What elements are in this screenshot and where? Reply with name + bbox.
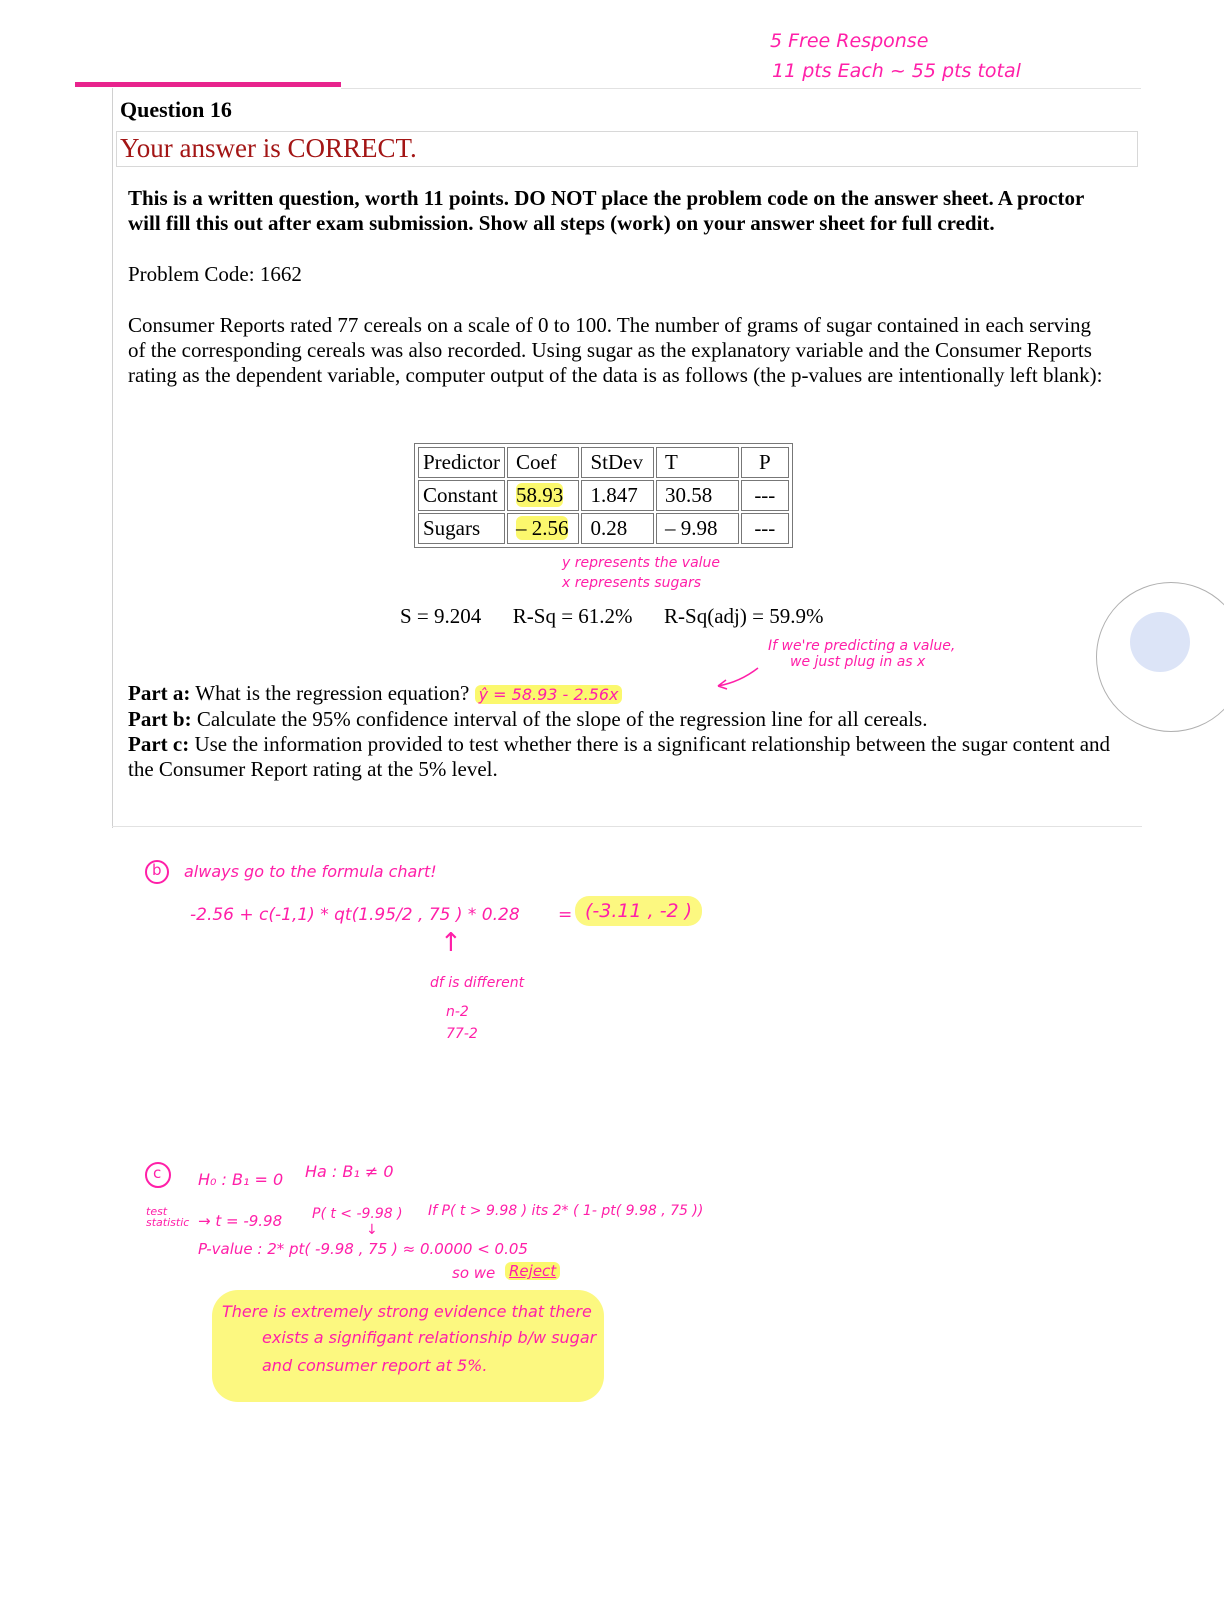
- table-header-cell: StDev: [581, 447, 654, 478]
- conclusion-line1: There is extremely strong evidence that there: [222, 1302, 592, 1321]
- result-status: Your answer is CORRECT.: [120, 133, 417, 163]
- p-expression: P( t < -9.98 ): [312, 1206, 403, 1222]
- table-cell: 0.28: [581, 513, 654, 544]
- problem-code: Problem Code: 1662: [128, 262, 302, 286]
- df-note: df is different: [430, 975, 525, 991]
- t-statistic: → t = -9.98: [198, 1212, 283, 1230]
- note-y: y represents the value: [562, 555, 721, 571]
- null-hypothesis: H₀ : B₁ = 0: [198, 1170, 284, 1189]
- table-cell: – 9.98: [656, 513, 739, 544]
- accent-bar: [75, 82, 341, 87]
- df-n: n-2: [446, 1004, 469, 1020]
- table-cell: 30.58: [656, 480, 739, 511]
- stat-r-sq-adj: R-Sq(adj) = 59.9%: [664, 604, 824, 628]
- problem-body: Consumer Reports rated 77 cereals on a scale of 0 to 100. The number of grams of sugar contained in each serving of the corresponding cereals was also recorded. Using sugar as the explanatory variable and the Consumer Reports rating as the dependent variable, computer output of the data is as follows (the p-values are intentionally left blank):: [128, 313, 1103, 387]
- part-c-marker-letter: c: [153, 1164, 162, 1182]
- table-cell: [507, 480, 580, 511]
- note-x: x represents sugars: [562, 575, 702, 591]
- part-b-text: Calculate the 95% confidence interval of the slope of the regression line for all cereals.: [191, 707, 928, 731]
- part-a-text: What is the regression equation?: [190, 681, 470, 705]
- p-value: P-value : 2* pt( -9.98 , 75 ) ≈ 0.0000 < 0.05: [198, 1240, 528, 1258]
- circle-button-dot: [1130, 612, 1190, 672]
- table-header-cell: Coef: [507, 447, 580, 478]
- table-cell: ---: [741, 480, 789, 511]
- instructions: This is a written question, worth 11 points. DO NOT place the problem code on the answer sheet. A proctor will fill this out after exam submission. Show all steps (work) on your answer sheet for full credit.: [128, 186, 1084, 235]
- handwritten-header-line1: 5 Free Response: [770, 30, 929, 52]
- part-b-header: always go to the formula chart!: [184, 862, 437, 881]
- predict-note-line1: If we're predicting a value,: [768, 638, 956, 654]
- question-parts: [128, 681, 1123, 782]
- stat-s: S = 9.204: [400, 604, 482, 628]
- table-header-cell: T: [656, 447, 739, 478]
- part-b-marker-letter: b: [152, 861, 162, 879]
- part-a: [128, 681, 1123, 707]
- table-header-row: [418, 447, 789, 478]
- divider: [112, 826, 1142, 827]
- predict-note-line2: we just plug in as x: [790, 654, 926, 670]
- regression-equation-answer: ŷ = 58.93 - 2.56x: [475, 685, 623, 704]
- two-sided-note: If P( t > 9.98 ) its 2* ( 1- pt( 9.98 , 75 )): [428, 1203, 704, 1219]
- table-cell: 1.847: [581, 480, 654, 511]
- table-row: [418, 513, 789, 544]
- regression-output-table: [414, 443, 793, 548]
- so-we-note: so we: [452, 1264, 496, 1282]
- part-b-result: (-3.11 , -2 ): [575, 896, 702, 926]
- question-title: Question 16: [120, 97, 232, 122]
- table-header-cell: Predictor: [418, 447, 505, 478]
- part-c: [128, 732, 1123, 782]
- stat-r-sq: R-Sq = 61.2%: [512, 604, 633, 628]
- part-b-label: Part b:: [128, 707, 192, 731]
- reject-decision: Reject: [505, 1262, 560, 1280]
- part-b: [128, 707, 1123, 732]
- table-cell: [507, 513, 580, 544]
- down-arrow-icon: ↓: [366, 1222, 378, 1238]
- table-header-cell: P: [741, 447, 789, 478]
- table-cell: Sugars: [418, 513, 505, 544]
- handwritten-header-line2: 11 pts Each ~ 55 pts total: [772, 60, 1021, 82]
- table-cell: ---: [741, 513, 789, 544]
- conclusion-line2: exists a signifigant relationship b/w sugar: [262, 1328, 597, 1347]
- df-value: 77-2: [446, 1026, 478, 1042]
- part-c-text: Use the information provided to test whether there is a significant relationship between the sugar content and the Consumer Report rating at the 5% level.: [128, 732, 1111, 781]
- part-a-label: Part a:: [128, 681, 191, 705]
- regression-stats: [400, 604, 823, 629]
- conclusion-line3: and consumer report at 5%.: [262, 1356, 488, 1375]
- table-cell: Constant: [418, 480, 505, 511]
- divider: [341, 88, 1141, 89]
- table-row: [418, 480, 789, 511]
- divider: [112, 88, 113, 828]
- part-b-formula: -2.56 + c(-1,1) * qt(1.95/2 , 75 ) * 0.28: [190, 905, 520, 925]
- highlighted-value: – 2.56: [515, 516, 569, 540]
- alt-hypothesis: Ha : B₁ ≠ 0: [305, 1162, 394, 1181]
- highlighted-value: 58.93: [515, 483, 564, 507]
- test-statistic-label: test statistic: [146, 1205, 190, 1229]
- up-arrow-icon: ↑: [440, 928, 462, 958]
- part-b-equals: =: [558, 905, 573, 925]
- part-c-label: Part c:: [128, 732, 190, 756]
